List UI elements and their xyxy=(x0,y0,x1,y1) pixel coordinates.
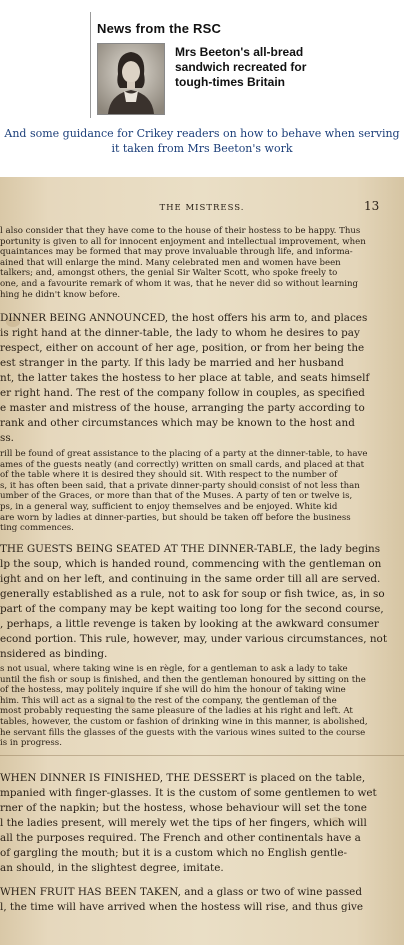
running-head: THE MISTRESS. xyxy=(159,203,245,213)
text-line: him. This will act as a signal to the rest of the company, the gentleman of the xyxy=(0,695,337,706)
text-line: l the ladies present, will merely wet the tips of her fingers, which will xyxy=(0,817,367,829)
text-line: ight and on her left, and continuing in the same order till all are served. xyxy=(0,573,381,585)
news-box xyxy=(90,12,381,118)
page-number: 13 xyxy=(364,199,380,213)
scanned-book-page xyxy=(0,177,404,945)
news-section-title: News from the RSC xyxy=(97,21,222,36)
text-line: s not usual, where taking wine is en règle, for a gentleman to ask a lady to take xyxy=(0,664,348,674)
text-line: est stranger in the party. If this lady be married and her husband xyxy=(0,357,344,369)
text-line: hing he didn't know before. xyxy=(0,289,121,300)
text-line: e master and mistress of the house, arranging the party according to xyxy=(0,402,365,414)
text-line: is right hand at the dinner-table, the lady to whom he desires to pay xyxy=(0,327,360,339)
paragraph-6 xyxy=(0,771,404,876)
text-line: ting commences. xyxy=(0,523,74,534)
text-line: part of the company may be kept waiting too long for the second course, xyxy=(0,603,384,615)
text-line: ained that will enlarge the mind. Many celebrated men and women have been xyxy=(0,257,341,268)
text-line: nt, the latter takes the hostess to her place at table, and seats himself xyxy=(0,372,370,384)
text-line: portunity is given to all for innocent enjoyment and intellectual improvement, when xyxy=(0,236,366,247)
text-line: he servant fills the glasses of the guests with the various wines suited to the course xyxy=(0,727,366,738)
text-line: umber of the Graces, or more than that of the Muses. A party of ten or twelve is, xyxy=(0,491,353,502)
mrs-beeton-portrait[interactable] xyxy=(97,43,165,115)
paragraph-3 xyxy=(0,449,404,534)
text-line: respect, either on account of her age, position, or from her being the xyxy=(0,342,365,354)
text-line: WHEN DINNER IS FINISHED, THE DESSERT is placed on the table, xyxy=(0,772,366,784)
text-line: of the table where it is desired they should sit. With respect to the number of xyxy=(0,470,338,481)
text-line: lp the soup, which is handed round, commencing with the gentleman on xyxy=(0,558,382,570)
text-line: ss. xyxy=(0,432,14,444)
text-line: of gargling the mouth; but it is a custom which no English gentle- xyxy=(0,847,347,859)
text-line: are worn by ladies at dinner-parties, but should be taken off before the business xyxy=(0,512,351,523)
paragraph-5 xyxy=(0,664,404,749)
portrait-image xyxy=(98,44,164,114)
text-line: rner of the napkin; but the hostess, whose behaviour will set the tone xyxy=(0,802,367,814)
page-fold xyxy=(0,755,404,756)
text-line: econd portion. This rule, however, may, under various circumstances, not xyxy=(0,633,387,645)
text-line: rill be found of great assistance to the placing of a party at the dinner-table, to have xyxy=(0,449,368,459)
text-line: generally established as a rule, not to ask for soup or fish twice, as, in so xyxy=(0,588,385,600)
text-line: an should, in the slightest degree, imitate. xyxy=(0,862,224,874)
text-line: quaintances may be formed that may prove invaluable through life, and informa- xyxy=(0,247,353,258)
text-line: talkers; and, amongst others, the genial Sir Walter Scott, who spoke freely to xyxy=(0,268,338,279)
text-line: s, it has often been said, that a private dinner-party should consist of not less than xyxy=(0,480,360,491)
text-line: rank and other circumstances which may be known to the host and xyxy=(0,417,355,429)
text-line: l also consider that they have come to the house of their hostess to be happy. Thus xyxy=(0,226,361,236)
text-line: l, the time will have arrived when the hostess will rise, and thus give xyxy=(0,901,364,913)
text-line: , perhaps, a little revenge is taken by looking at the awkward consumer xyxy=(0,618,379,630)
paragraph-4 xyxy=(0,542,404,662)
text-line: er right hand. The rest of the company follow in couples, as specified xyxy=(0,387,365,399)
text-line: is in progress. xyxy=(0,738,62,749)
text-line: ps, in a general way, sufficient to enjoy themselves and be enjoyed. White kid xyxy=(0,501,338,512)
paragraph-1 xyxy=(0,226,404,300)
text-line: THE GUESTS BEING SEATED AT THE DINNER-TABLE, the lady begins xyxy=(0,543,381,555)
text-line: most probably requesting the same pleasure of the ladies at his right and left. At xyxy=(0,706,353,717)
text-line: all the purposes required. The French and other continentals have a xyxy=(0,832,361,844)
text-line: ames of the guests neatly (and correctly) written on small cards, and placed at that xyxy=(0,459,365,470)
text-line: WHEN FRUIT HAS BEEN TAKEN, and a glass or two of wine passed xyxy=(0,886,362,898)
news-headline-link[interactable]: Mrs Beeton's all-bread sandwich recreated for tough-times Britain xyxy=(175,45,307,89)
text-line: one, and a favourite remark of whom it was, that he never did so without learning xyxy=(0,278,359,289)
text-line: nsidered as binding. xyxy=(0,648,108,660)
text-line: until the fish or soup is finished, and then the gentleman honoured by sitting on the xyxy=(0,674,366,685)
text-line: tables, however, the custom or fashion of drinking wine in this manner, is abolished, xyxy=(0,716,368,727)
text-line: of the hostess, may politely inquire if she will do him the honour of taking wine xyxy=(0,685,346,696)
text-line: DINNER BEING ANNOUNCED, the host offers his arm to, and places xyxy=(0,312,368,324)
text-line: mpanied with finger-glasses. It is the custom of some gentlemen to wet xyxy=(0,787,377,799)
caption: And some guidance for Crikey readers on how to behave when serving it taken from Mrs Beeton's work xyxy=(4,127,400,155)
paragraph-7 xyxy=(0,885,404,915)
paragraph-2 xyxy=(0,311,404,446)
